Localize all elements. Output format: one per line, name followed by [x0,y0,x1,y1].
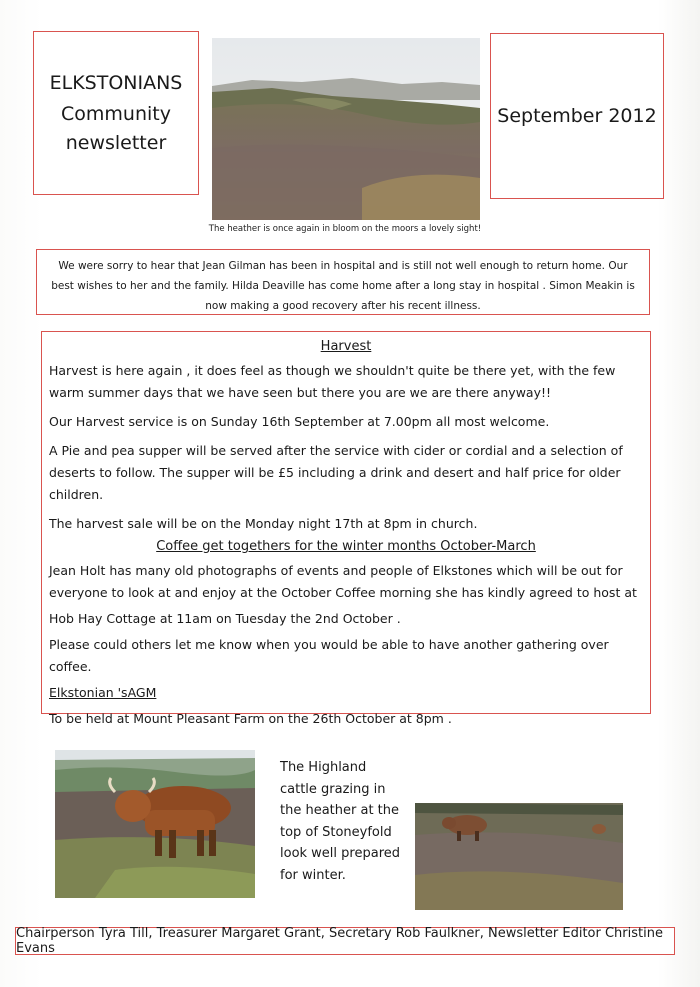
moorland-photo [212,38,480,220]
cattle-description: The Highland cattle grazing in the heather at the top of Stoneyfold look well prepared for winter. [280,760,401,883]
harvest-heading: Harvest [320,339,372,354]
issue-date: September 2012 [497,105,657,127]
harvest-sale: The harvest sale will be on the Monday night 17th at 8pm in church. [49,516,478,531]
committee-footer [15,927,675,955]
title-box [33,31,199,195]
agm-heading: Elkstonian 'sAGM [49,685,157,700]
title-line-2: Community [61,103,171,125]
committee-text: Chairperson Tyra Till, Treasurer Margaret Grant, Secretary Rob Faulkner, Newsletter Editor Christine Evans [16,926,663,956]
agm-text: To be held at Mount Pleasant Farm on the 26th October at 8pm . [49,711,452,726]
pie-supper: A Pie and pea supper will be served after the service with cider or cordial and a selection of deserts to follow. The supper will be £5 including a drink and desert and half price for older children. [49,443,623,502]
coffee-request: Please could others let me know when you would be able to have another gathering over coffee. [49,637,609,674]
coffee-text: Jean Holt has many old photographs of events and people of Elkstones which will be out for everyone to look at and enjoy at the October Coffee morning she has kindly agreed to host at [49,563,637,600]
date-box [490,33,664,199]
highland-cow-photo [55,750,255,898]
news-box [36,249,650,315]
photo-caption: The heather is once again in bloom on the moors a lovely sight! [208,224,482,234]
coffee-venue: Hob Hay Cottage at 11am on Tuesday the 2nd October . [49,611,401,626]
cattle-grazing-photo [415,765,623,910]
main-content-box [41,331,651,726]
harvest-service: Our Harvest service is on Sunday 16th September at 7.00pm all most welcome. [49,414,550,429]
coffee-heading: Coffee get togethers for the winter months October-March [156,539,536,554]
harvest-intro: Harvest is here again , it does feel as though we shouldn't quite be there yet, with the few warm summer days that we have seen but there you are we are there anyway!! [49,363,616,400]
title-line-3: newsletter [65,132,167,154]
title-line-1: ELKSTONIANS [49,72,183,94]
news-text: We were sorry to hear that Jean Gilman has been in hospital and is still not well enough to return home. Our best wishes to her and the family. Hilda Deaville has come home after a long stay in hospital . Simon Meakin is now making a good recovery after his recent illness. [51,260,635,312]
